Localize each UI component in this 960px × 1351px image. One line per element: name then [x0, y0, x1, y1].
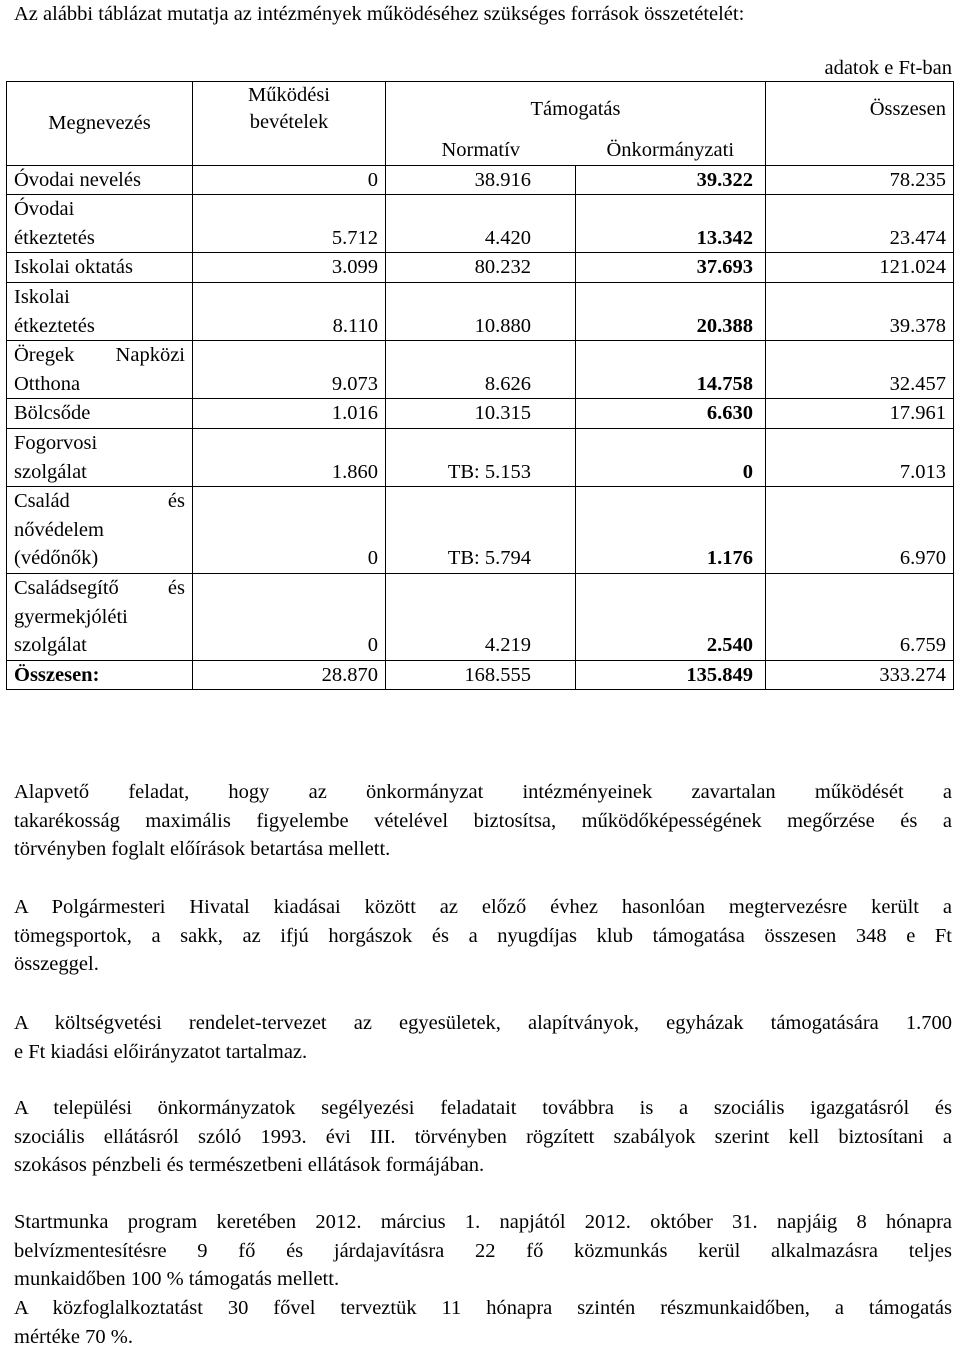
cell-normative: 80.232: [386, 253, 576, 283]
cell-municipal: 39.322: [576, 165, 766, 195]
cell-normative: 10.880: [386, 282, 576, 340]
paragraph-line: munkaidőben 100 % támogatás mellett.: [14, 1268, 340, 1291]
cell-income: 5.712: [193, 195, 386, 253]
row-name-line: nővédelem: [14, 518, 104, 541]
table-row: [7, 399, 954, 429]
paragraph-line: A települési önkormányzatok segélyezési feladatait továbbra is a szociális igazgatásról és: [14, 1097, 952, 1119]
header-support: Támogatás: [386, 82, 766, 137]
paragraph-line: A költségvetési rendelet-tervezet az egyesületek, alapítványok, egyházak támogatására 1.700: [14, 1012, 952, 1034]
row-name-line: Családsegítő és: [14, 576, 185, 599]
row-name: [7, 253, 193, 283]
paragraph-line: belvízmentesítésre 9 fő és járdajavításra 22 fő közmunkás kerül alkalmazásra teljes: [14, 1239, 952, 1262]
paragraph-line: Startmunka program keretében 2012. március 1. napjától 2012. október 31. napjáig 8 hónapra: [14, 1211, 952, 1233]
row-name-line: szolgálat: [14, 634, 87, 657]
cell-municipal: 6.630: [576, 399, 766, 429]
table-row: [7, 341, 954, 399]
paragraph-line: A Polgármesteri Hivatal kiadásai között az előző évhez hasonlóan megtervezésre került a: [14, 896, 952, 918]
cell-total: 17.961: [766, 399, 954, 429]
cell-total: 39.378: [766, 282, 954, 340]
row-name: [7, 487, 193, 574]
table-row: [7, 282, 954, 340]
paragraph: [14, 1294, 952, 1351]
cell-normative: 4.420: [386, 195, 576, 253]
cell-income: 8.110: [193, 282, 386, 340]
cell-municipal: 0: [576, 428, 766, 486]
resources-table: [6, 81, 954, 690]
header-income-line: Működési: [248, 84, 330, 106]
header-total: Összesen: [766, 82, 954, 137]
paragraph-line: tömegsportok, a sakk, az ifjú horgászok és a nyugdíjas klub támogatása összesen 348 e Ft: [14, 924, 952, 947]
cell-municipal: 14.758: [576, 341, 766, 399]
cell-normative: 38.916: [386, 165, 576, 195]
paragraph: [14, 778, 952, 864]
table-row: [7, 253, 954, 283]
row-name: [7, 165, 193, 195]
totals-income: 28.870: [193, 660, 386, 690]
table-row: [7, 165, 954, 195]
totals-label: Összesen:: [7, 660, 193, 690]
cell-municipal: 1.176: [576, 487, 766, 574]
table-totals-row: [7, 660, 954, 690]
row-name-line: Család és: [14, 490, 185, 513]
row-name: [7, 282, 193, 340]
row-name-line: Óvodai nevelés: [14, 168, 141, 191]
totals-municipal: 135.849: [576, 660, 766, 690]
row-name-line: Iskolai: [14, 285, 70, 308]
cell-total: 121.024: [766, 253, 954, 283]
paragraph: [14, 893, 952, 979]
cell-income: 0: [193, 165, 386, 195]
cell-municipal: 37.693: [576, 253, 766, 283]
row-name-line: Öregek Napközi: [14, 344, 185, 367]
header-name: Megnevezés: [7, 82, 193, 166]
paragraph-line: Alapvető feladat, hogy az önkormányzat intézményeinek zavartalan működését a: [14, 781, 952, 803]
row-name-line: Óvodai: [14, 198, 75, 221]
unit-note: adatok e Ft-ban: [824, 57, 952, 79]
cell-total: 7.013: [766, 428, 954, 486]
row-name: [7, 195, 193, 253]
row-name: [7, 573, 193, 660]
row-name-line: Otthona: [14, 372, 81, 395]
paragraph-line: szokásos pénzbeli és természetbeni ellátások formájában.: [14, 1154, 485, 1177]
paragraph: [14, 1094, 952, 1180]
table-header-row: [7, 82, 954, 137]
row-name-line: szolgálat: [14, 460, 87, 483]
header-municipal: Önkormányzati: [576, 136, 766, 165]
cell-income: 3.099: [193, 253, 386, 283]
row-name: [7, 341, 193, 399]
row-name-line: Bölcsőde: [14, 402, 91, 425]
table-row: [7, 487, 954, 574]
header-income: [193, 82, 386, 137]
cell-income: 0: [193, 487, 386, 574]
table-row: [7, 428, 954, 486]
cell-normative: 4.219: [386, 573, 576, 660]
header-income-line: bevételek: [249, 111, 329, 133]
cell-income: 0: [193, 573, 386, 660]
cell-normative: TB: 5.153: [386, 428, 576, 486]
paragraph-line: szociális ellátásról szóló 1993. évi III. törvényben rögzített szabályok szerint kell biztosítani a: [14, 1125, 952, 1148]
row-name-line: étkeztetés: [14, 314, 95, 337]
table-body: [7, 165, 954, 660]
cell-total: 32.457: [766, 341, 954, 399]
paragraph-line: összeggel.: [14, 953, 99, 976]
table-row: [7, 573, 954, 660]
cell-normative: 10.315: [386, 399, 576, 429]
row-name-line: (védőnők): [14, 547, 99, 570]
row-name: [7, 399, 193, 429]
cell-municipal: 2.540: [576, 573, 766, 660]
paragraph-line: takarékosság maximális figyelembe vételével biztosítsa, működőképességének megőrzése és a: [14, 809, 952, 832]
row-name-line: Iskolai oktatás: [14, 256, 133, 279]
paragraph-line: A közfoglalkoztatást 30 fővel terveztük 11 hónapra szintén részmunkaidőben, a támogatás: [14, 1297, 952, 1319]
paragraph-line: mértéke 70 %.: [14, 1325, 133, 1348]
paragraph-line: e Ft kiadási előirányzatot tartalmaz.: [14, 1040, 308, 1063]
cell-income: 1.860: [193, 428, 386, 486]
intro-text: Az alábbi táblázat mutatja az intézmények működéséhez szükséges források összetételét:: [14, 3, 745, 25]
cell-normative: TB: 5.794: [386, 487, 576, 574]
row-name: [7, 428, 193, 486]
header-normative: Normatív: [386, 136, 576, 165]
table-row: [7, 195, 954, 253]
subheader-empty: [766, 136, 954, 165]
subheader-empty: [193, 136, 386, 165]
totals-total: 333.274: [766, 660, 954, 690]
paragraph: [14, 1208, 952, 1294]
paragraph: [14, 1009, 952, 1066]
cell-total: 78.235: [766, 165, 954, 195]
cell-municipal: 20.388: [576, 282, 766, 340]
cell-total: 6.759: [766, 573, 954, 660]
cell-income: 9.073: [193, 341, 386, 399]
cell-municipal: 13.342: [576, 195, 766, 253]
row-name-line: étkeztetés: [14, 226, 95, 249]
cell-income: 1.016: [193, 399, 386, 429]
cell-normative: 8.626: [386, 341, 576, 399]
row-name-line: Fogorvosi: [14, 431, 98, 454]
cell-total: 6.970: [766, 487, 954, 574]
paragraph-line: törvényben foglalt előírások betartása mellett.: [14, 838, 391, 861]
totals-normative: 168.555: [386, 660, 576, 690]
row-name-line: gyermekjóléti: [14, 605, 128, 628]
cell-total: 23.474: [766, 195, 954, 253]
